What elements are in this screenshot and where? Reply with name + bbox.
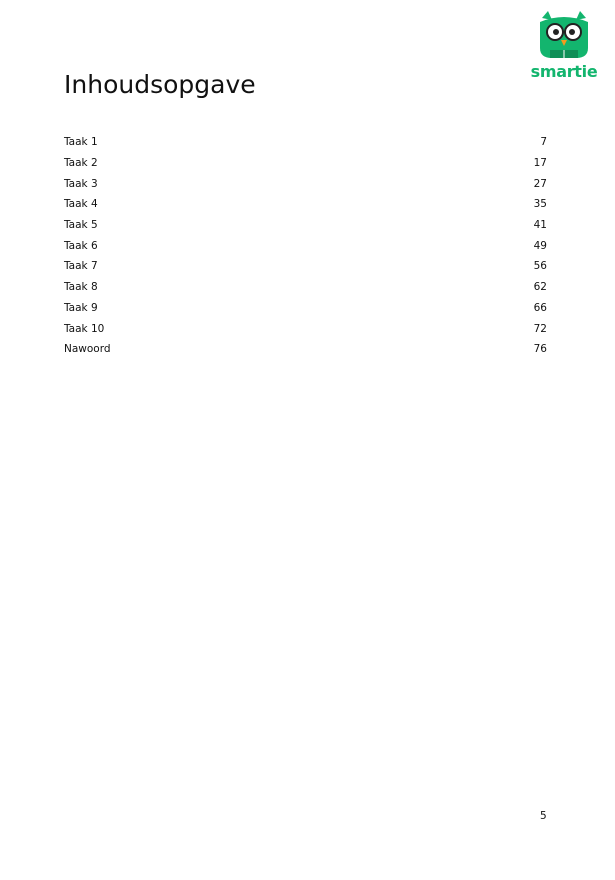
toc-entry-label: Taak 3 bbox=[64, 177, 98, 190]
toc-entry-page: 49 bbox=[533, 239, 547, 252]
logo-wordmark: smartie bbox=[530, 62, 598, 81]
toc-entry-page: 35 bbox=[533, 198, 547, 211]
toc-entry-label: Taak 5 bbox=[64, 219, 98, 232]
toc-entry-page: 56 bbox=[533, 260, 547, 273]
table-of-contents bbox=[64, 132, 547, 360]
toc-entry-page: 62 bbox=[533, 281, 547, 294]
toc-entry-page: 41 bbox=[533, 219, 547, 232]
toc-entry-taak-3 bbox=[64, 173, 547, 194]
toc-entry-taak-5 bbox=[64, 215, 547, 236]
toc-entry-page: 7 bbox=[540, 136, 547, 149]
toc-entry-label: Taak 6 bbox=[64, 239, 98, 252]
toc-entry-label: Taak 10 bbox=[64, 322, 105, 335]
owl-icon bbox=[526, 10, 602, 62]
toc-entry-label: Taak 7 bbox=[64, 260, 98, 273]
toc-entry-taak-4 bbox=[64, 194, 547, 215]
toc-entry-page: 76 bbox=[533, 343, 547, 356]
toc-entry-page: 66 bbox=[533, 301, 547, 314]
toc-entry-label: Taak 9 bbox=[64, 301, 98, 314]
toc-entry-page: 72 bbox=[533, 322, 547, 335]
page-title: Inhoudsopgave bbox=[64, 70, 256, 99]
toc-entry-label: Taak 1 bbox=[64, 136, 98, 149]
toc-entry-taak-1 bbox=[64, 132, 547, 153]
toc-entry-label: Taak 8 bbox=[64, 281, 98, 294]
toc-entry-taak-7 bbox=[64, 256, 547, 277]
toc-entry-nawoord bbox=[64, 339, 547, 360]
toc-entry-taak-6 bbox=[64, 235, 547, 256]
toc-entry-page: 17 bbox=[533, 157, 547, 170]
toc-entry-taak-9 bbox=[64, 298, 547, 319]
toc-entry-taak-8 bbox=[64, 277, 547, 298]
toc-entry-taak-2 bbox=[64, 153, 547, 174]
footer-page-number: 5 bbox=[540, 810, 547, 822]
toc-entry-label: Nawoord bbox=[64, 343, 111, 356]
smartie-logo bbox=[526, 10, 602, 86]
toc-entry-page: 27 bbox=[533, 177, 547, 190]
toc-entry-label: Taak 4 bbox=[64, 198, 98, 211]
toc-entry-label: Taak 2 bbox=[64, 157, 98, 170]
toc-entry-taak-10 bbox=[64, 318, 547, 339]
